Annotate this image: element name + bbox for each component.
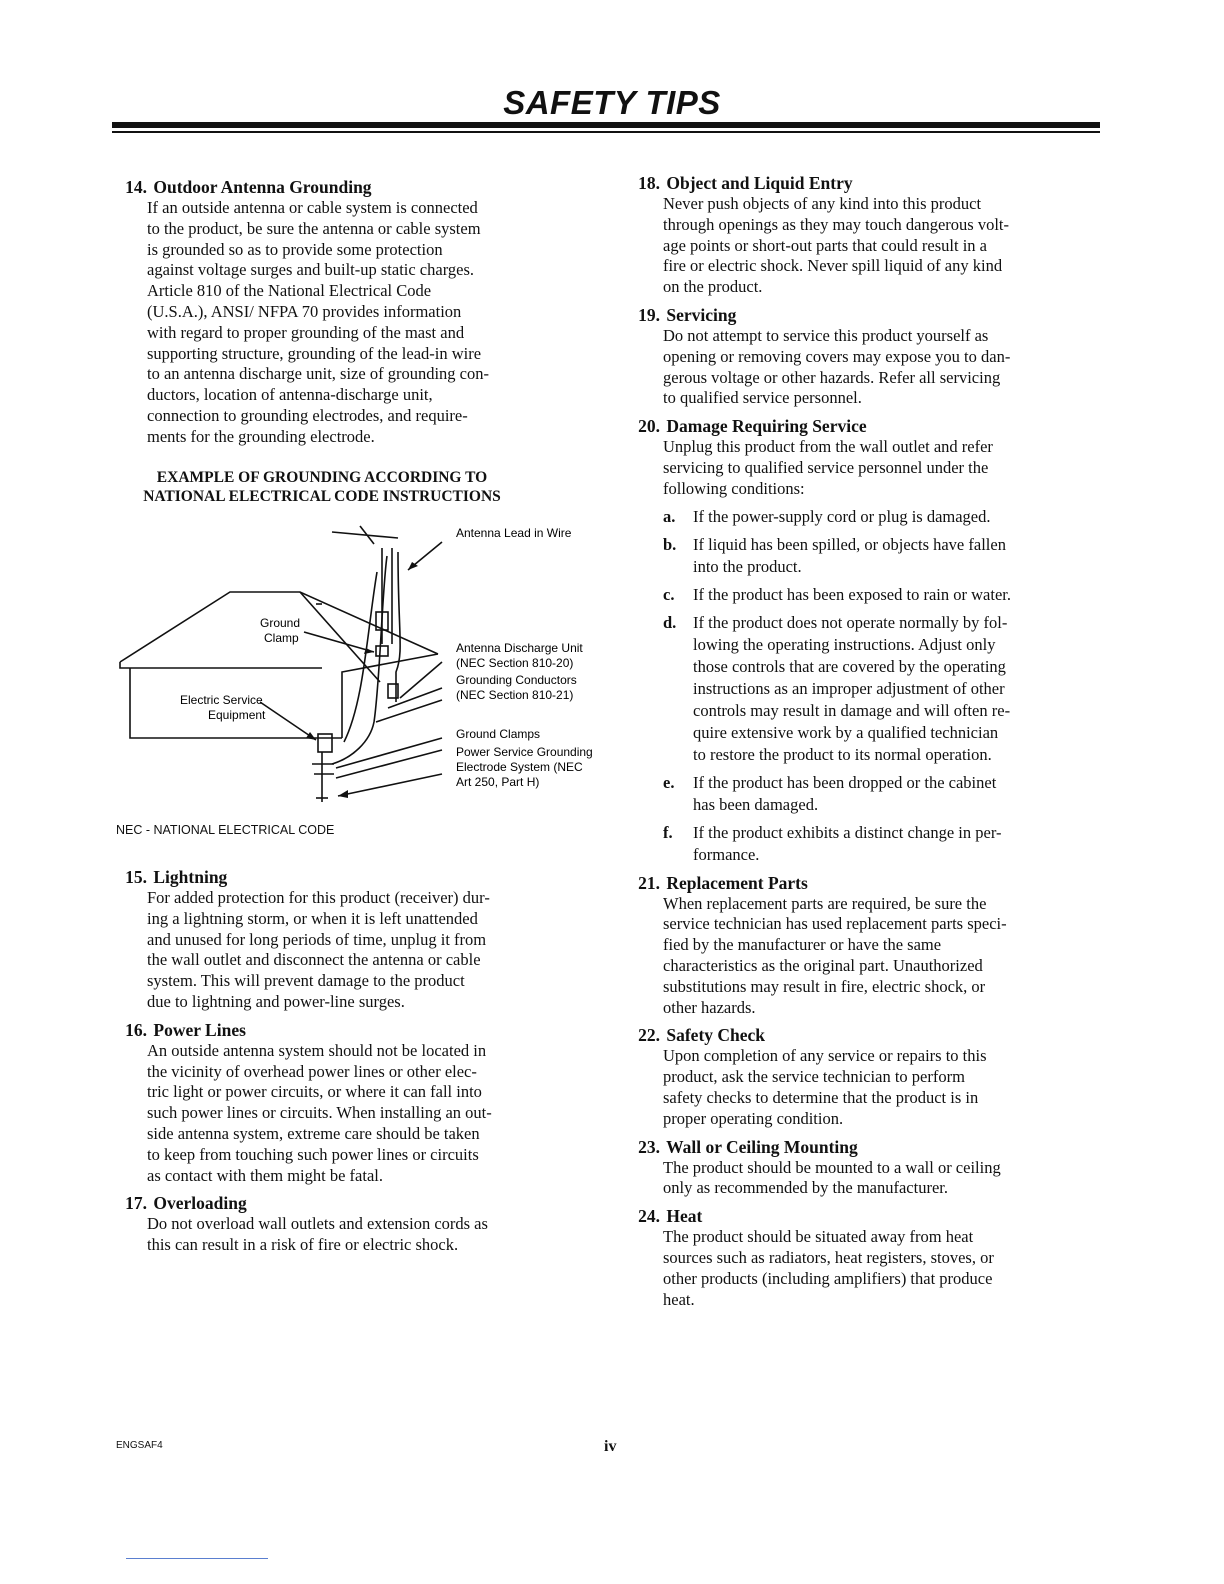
text-line: ductors, location of antenna-discharge unit,	[147, 385, 433, 405]
condition-text	[693, 506, 991, 528]
text-line: If the power-supply cord or plug is damaged.	[693, 506, 991, 526]
text-line: fire or electric shock. Never spill liquid of any kind	[663, 256, 1003, 276]
section-title: Lightning	[153, 867, 228, 887]
section-19	[628, 304, 1100, 409]
bottom-link-line	[126, 1558, 268, 1559]
section-number: 15.	[125, 867, 147, 887]
text-line: controls may result in damage and will often re-	[693, 700, 1011, 720]
text-line: ments for the grounding electrode.	[147, 426, 375, 446]
label-antenna-lead: Antenna Lead in Wire	[456, 526, 572, 540]
text-line: If an outside antenna or cable system is connected	[147, 198, 478, 217]
section-body	[663, 326, 1100, 409]
text-line: gerous voltage or other hazards. Refer all servicing	[663, 367, 1001, 387]
section-22	[628, 1024, 1100, 1129]
section-number: 22.	[638, 1025, 660, 1046]
section-body	[663, 1227, 1100, 1310]
section-title: Power Lines	[153, 1019, 246, 1040]
left-column	[112, 176, 592, 506]
text-line: other products (including amplifiers) that produce	[663, 1268, 993, 1288]
condition-letter: a.	[663, 506, 676, 526]
text-line: this can result in a risk of fire or electric shock.	[147, 1235, 459, 1255]
condition-letter: c.	[663, 584, 675, 604]
label-conductors-1: Grounding Conductors	[456, 673, 577, 687]
text-line: quire extensive work by a qualified technician	[693, 722, 999, 742]
section-title: Overloading	[153, 1193, 247, 1214]
section-20	[628, 415, 1100, 865]
text-line: fied by the manufacturer or have the same	[663, 935, 942, 955]
text-line: to restore the product to its normal operation.	[693, 744, 992, 764]
text-line: substitutions may result in fire, electric shock, or	[663, 976, 986, 996]
text-line: If the product exhibits a distinct change in per-	[693, 822, 1002, 842]
text-line: Do not overload wall outlets and extension cords as	[147, 1214, 488, 1234]
text-line: If the product has been exposed to rain or water.	[693, 584, 1011, 604]
page-title: SAFETY TIPS	[503, 84, 721, 121]
text-line: sources such as radiators, heat registers, stoves, or	[663, 1247, 994, 1267]
text-line: proper operating condition.	[663, 1108, 844, 1128]
label-conductors-2: (NEC Section 810-21)	[456, 688, 574, 702]
text-line: other hazards.	[663, 997, 756, 1017]
section-body	[147, 1214, 592, 1256]
section-24	[628, 1205, 1100, 1310]
text-line: as contact with them might be fatal.	[147, 1165, 383, 1185]
text-line: formance.	[693, 844, 760, 864]
label-discharge-2: (NEC Section 810-20)	[456, 656, 574, 670]
text-line: Never push objects of any kind into this product	[663, 194, 982, 213]
text-line: system. This will prevent damage to the product	[147, 971, 465, 991]
section-body	[663, 194, 1100, 298]
section-number: 16.	[125, 1019, 147, 1040]
text-line: lowing the operating instructions. Adjust only	[693, 634, 996, 654]
condition-list	[628, 506, 1100, 866]
text-line: If the product has been dropped or the cabinet	[693, 772, 997, 792]
text-line: to the product, be sure the antenna or cable system	[147, 218, 481, 238]
condition-text	[693, 584, 1011, 606]
condition-item	[663, 772, 1100, 816]
text-line: has been damaged.	[693, 794, 819, 814]
left-column-lower	[112, 866, 592, 1256]
section-title: Servicing	[666, 304, 737, 325]
text-line: Upon completion of any service or repairs to this	[663, 1046, 987, 1066]
section-body	[663, 1158, 1100, 1200]
condition-letter: e.	[663, 772, 675, 792]
label-electric-service-2: Equipment	[208, 708, 266, 722]
text-line: heat.	[663, 1289, 695, 1309]
text-line: product, ask the service technician to perform	[663, 1067, 965, 1087]
footer-code: ENGSAF4	[116, 1440, 163, 1451]
text-line: age points or short-out parts that could result in a	[663, 235, 987, 255]
section-14	[112, 176, 592, 448]
condition-item	[663, 506, 1100, 528]
text-line: If liquid has been spilled, or objects have fallen	[693, 534, 1006, 554]
label-power-1: Power Service Grounding	[456, 745, 593, 759]
text-line: following conditions:	[663, 478, 805, 498]
section-body	[663, 894, 1100, 1019]
text-line: service technician has used replacement parts speci-	[663, 914, 1007, 934]
section-15	[112, 866, 592, 1013]
section-23	[628, 1136, 1100, 1200]
text-line: safety checks to determine that the product is in	[663, 1087, 979, 1107]
section-18	[628, 172, 1100, 298]
text-line: to keep from touching such power lines or circuits	[147, 1144, 479, 1164]
condition-item	[663, 822, 1100, 866]
label-ground-clamps: Ground Clamps	[456, 727, 541, 741]
section-number: 19.	[638, 304, 660, 325]
label-power-3: Art 250, Part H)	[456, 775, 540, 789]
text-line: Unplug this product from the wall outlet and refer	[663, 437, 993, 457]
section-number: 23.	[638, 1136, 660, 1157]
right-column	[628, 172, 1100, 1310]
section-body	[663, 437, 1100, 499]
text-line: (U.S.A.), ANSI/ NFPA 70 provides information	[147, 301, 462, 321]
text-line: into the product.	[693, 556, 802, 576]
text-line: against voltage surges and built-up static charges.	[147, 260, 475, 280]
text-line: instructions as an improper adjustment of other	[693, 678, 1005, 698]
text-line: The product should be mounted to a wall or ceiling	[663, 1157, 1001, 1177]
section-title: Heat	[666, 1206, 703, 1227]
text-line: those controls that are covered by the operating	[693, 656, 1006, 676]
condition-text	[693, 612, 1010, 766]
section-17	[112, 1192, 592, 1256]
section-number: 21.	[638, 872, 660, 893]
section-body	[663, 1046, 1100, 1129]
section-title: Wall or Ceiling Mounting	[666, 1136, 858, 1157]
text-line: ing a lightning storm, or when it is left unattended	[147, 908, 478, 928]
section-number: 14.	[125, 177, 147, 197]
condition-letter: b.	[663, 534, 677, 554]
text-line: tric light or power circuits, or where it can fall into	[147, 1082, 482, 1102]
section-title: Replacement Parts	[666, 872, 808, 893]
label-ground-clamp-2: Clamp	[264, 631, 299, 645]
text-line: and unused for long periods of time, unplug it from	[147, 929, 487, 949]
text-line: with regard to proper grounding of the mast and	[147, 322, 465, 342]
section-16	[112, 1019, 592, 1187]
text-line: the vicinity of overhead power lines or other elec-	[147, 1061, 477, 1081]
text-line: to qualified service personnel.	[663, 388, 862, 408]
text-line: supporting structure, grounding of the lead-in wire	[147, 343, 482, 363]
text-line: is grounded so as to provide some protection	[147, 239, 443, 259]
section-21	[628, 872, 1100, 1019]
text-line: through openings as they may touch dangerous volt-	[663, 214, 1009, 234]
section-title: Object and Liquid Entry	[666, 173, 853, 193]
condition-text	[693, 772, 996, 816]
title-rule	[112, 122, 1100, 128]
text-line: servicing to qualified service personnel under the	[663, 457, 989, 477]
condition-letter: f.	[663, 822, 673, 842]
text-line: such power lines or circuits. When installing an out-	[147, 1103, 492, 1123]
text-line: An outside antenna system should not be located in	[147, 1040, 487, 1060]
section-number: 24.	[638, 1206, 660, 1227]
label-discharge-1: Antenna Discharge Unit	[456, 641, 583, 655]
label-power-2: Electrode System (NEC	[456, 760, 583, 774]
text-line: only as recommended by the manufacturer.	[663, 1178, 948, 1198]
text-line: characteristics as the original part. Unauthorized	[663, 955, 983, 975]
condition-text	[693, 534, 1006, 578]
text-line: to an antenna discharge unit, size of grounding con-	[147, 364, 489, 384]
nec-note: NEC - NATIONAL ELECTRICAL CODE	[116, 823, 335, 837]
label-electric-service-1: Electric Service	[180, 693, 263, 707]
text-line: opening or removing covers may expose you to dan-	[663, 346, 1011, 366]
page-number: iv	[604, 1438, 617, 1455]
text-line: If the product does not operate normally by fol-	[693, 612, 1008, 632]
condition-item	[663, 612, 1100, 766]
section-number: 17.	[125, 1193, 147, 1214]
condition-item	[663, 584, 1100, 606]
label-ground-clamp-1: Ground	[260, 616, 301, 630]
text-line: For added protection for this product (receiver) dur-	[147, 888, 490, 907]
text-line: Article 810 of the National Electrical Code	[147, 281, 432, 301]
section-title: Safety Check	[666, 1025, 766, 1046]
text-line: connection to grounding electrodes, and require-	[147, 405, 468, 425]
section-body	[147, 888, 592, 1013]
condition-text	[693, 822, 1002, 866]
section-body	[147, 198, 592, 448]
text-line: The product should be situated away from heat	[663, 1227, 974, 1247]
text-line: Do not attempt to service this product yourself as	[663, 325, 989, 345]
text-line: on the product.	[663, 277, 763, 297]
text-line: the wall outlet and disconnect the antenna or cable	[147, 950, 481, 970]
section-number: 18.	[638, 173, 660, 193]
section-body	[147, 1041, 592, 1187]
section-number: 20.	[638, 416, 660, 437]
grounding-diagram	[112, 512, 612, 812]
example-heading: EXAMPLE OF GROUNDING ACCORDING TO NATIONAL ELECTRICAL CODE INSTRUCTIONS	[143, 468, 501, 505]
text-line: side antenna system, extreme care should be taken	[147, 1123, 480, 1143]
text-line: When replacement parts are required, be sure the	[663, 893, 987, 913]
section-title: Outdoor Antenna Grounding	[153, 177, 372, 197]
condition-item	[663, 534, 1100, 578]
text-line: due to lightning and power-line surges.	[147, 991, 405, 1011]
title-rule-thin	[112, 131, 1100, 133]
condition-letter: d.	[663, 612, 677, 632]
section-title: Damage Requiring Service	[666, 416, 867, 437]
